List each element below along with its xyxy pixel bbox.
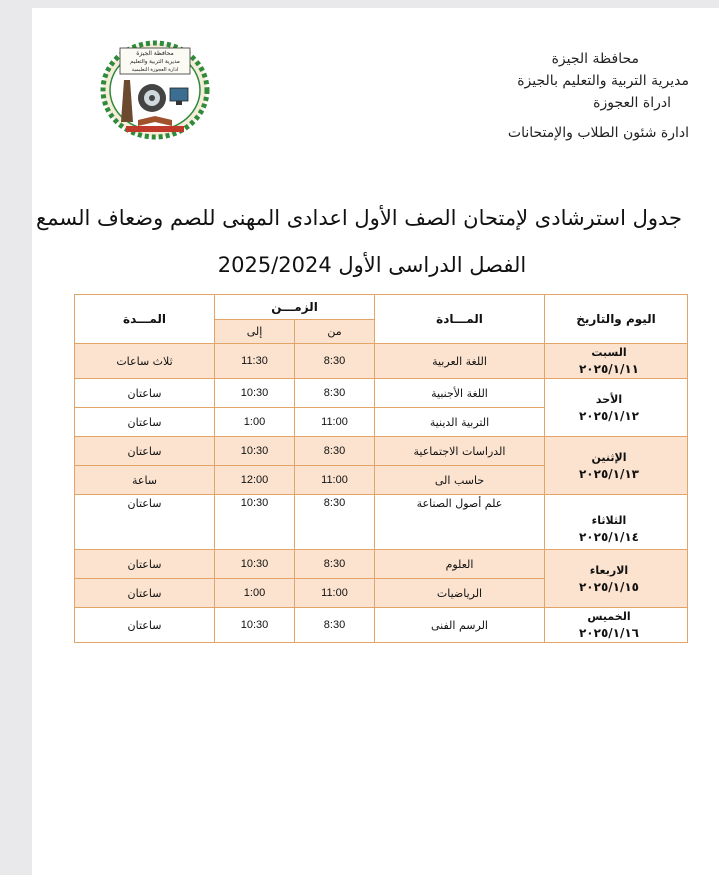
- subject-cell: الدراسات الاجتماعية: [375, 437, 545, 466]
- header-day-date: اليوم والتاريخ: [545, 295, 688, 344]
- duration-cell: ساعتان: [75, 437, 215, 466]
- governorate-line: محافظة الجيزة: [551, 51, 639, 67]
- to-cell: 12:00: [215, 466, 295, 495]
- to-cell: 1:00: [215, 408, 295, 437]
- subject-cell: الرياضيات: [375, 579, 545, 608]
- from-cell: 8:30: [295, 550, 375, 579]
- table-row: [75, 437, 688, 466]
- day-date: ٢٠٢٥/١/١٤: [578, 530, 640, 544]
- from-cell: 8:30: [295, 437, 375, 466]
- to-cell: 11:30: [215, 344, 295, 379]
- day-cell: [545, 495, 688, 550]
- day-name: السبت: [591, 346, 627, 359]
- duration-cell: ساعتان: [75, 379, 215, 408]
- logo-text-2: مديرية التربية والتعليم: [130, 59, 180, 65]
- day-name: الأحد: [595, 392, 623, 406]
- table-row: [75, 608, 688, 643]
- day-name: الثلاثاء: [591, 514, 627, 527]
- day-cell: [545, 437, 688, 495]
- from-cell: 11:00: [295, 579, 375, 608]
- subject-cell: اللغة العربية: [375, 344, 545, 379]
- to-cell: 10:30: [215, 379, 295, 408]
- header-subject: المـــادة: [375, 295, 545, 344]
- department-line: ادارة شئون الطلاب والإمتحانات: [507, 125, 689, 141]
- header-to: إلى: [215, 320, 295, 344]
- directorate-line: مديرية التربية والتعليم بالجيزة: [517, 73, 689, 89]
- exam-schedule-table: [74, 294, 688, 643]
- logo-emblem: [100, 40, 210, 140]
- day-name: الخميس: [587, 610, 631, 623]
- document-page: [32, 8, 719, 875]
- from-cell: 11:00: [295, 466, 375, 495]
- day-date: ٢٠٢٥/١/١١: [578, 362, 640, 376]
- table-row: [75, 379, 688, 408]
- from-cell: 8:30: [295, 379, 375, 408]
- table-row: [75, 550, 688, 579]
- day-date: ٢٠٢٥/١/١٥: [578, 579, 640, 594]
- to-cell: 1:00: [215, 579, 295, 608]
- header-from: من: [295, 320, 375, 344]
- from-cell: 8:30: [295, 344, 375, 379]
- subject-cell: حاسب الى: [375, 466, 545, 495]
- subject-cell: اللغة الأجنبية: [375, 379, 545, 408]
- to-cell: 10:30: [215, 550, 295, 579]
- table-header-row: [75, 295, 688, 320]
- subject-cell: الرسم الفنى: [375, 608, 545, 643]
- to-cell: 10:30: [215, 495, 295, 550]
- day-date: ٢٠٢٥/١/١٢: [578, 408, 640, 423]
- schedule-subtitle: الفصل الدراسى الأول 2025/2024: [217, 253, 527, 277]
- header-duration: المـــدة: [75, 295, 215, 344]
- duration-cell: ثلاث ساعات: [75, 344, 215, 379]
- duration-cell: ساعة: [75, 466, 215, 495]
- letterhead: [449, 48, 689, 144]
- subject-cell: العلوم: [375, 550, 545, 579]
- from-cell: 8:30: [295, 608, 375, 643]
- day-cell: [545, 550, 688, 608]
- day-cell: [545, 379, 688, 437]
- to-cell: 10:30: [215, 608, 295, 643]
- logo-text-3: ادارة العجوزة التعليمية: [131, 67, 179, 73]
- day-cell: [545, 344, 688, 379]
- to-cell: 10:30: [215, 437, 295, 466]
- logo-text-1: محافظة الجيزة: [136, 50, 174, 57]
- day-date: ٢٠٢٥/١/١٣: [578, 466, 640, 481]
- duration-cell: ساعتان: [75, 579, 215, 608]
- from-cell: 11:00: [295, 408, 375, 437]
- duration-cell: ساعتان: [75, 608, 215, 643]
- schedule-title: جدول استرشادى لإمتحان الصف الأول اعدادى المهنى للصم وضعاف السمع: [36, 206, 682, 230]
- table-row: [75, 344, 688, 379]
- from-cell: 8:30: [295, 495, 375, 550]
- subject-cell: التربية الدينية: [375, 408, 545, 437]
- day-date: ٢٠٢٥/١/١٦: [578, 626, 640, 640]
- day-cell: [545, 608, 688, 643]
- day-name: الاربعاء: [589, 563, 629, 577]
- duration-cell: ساعتان: [75, 550, 215, 579]
- header-time: الزمـــن: [215, 295, 375, 320]
- administration-line: ادراة العجوزة: [593, 95, 671, 111]
- duration-cell: ساعتان: [75, 495, 215, 550]
- table-row: [75, 495, 688, 550]
- subject-cell: علم أصول الصناعة: [375, 495, 545, 550]
- day-name: الإثنين: [591, 450, 627, 464]
- duration-cell: ساعتان: [75, 408, 215, 437]
